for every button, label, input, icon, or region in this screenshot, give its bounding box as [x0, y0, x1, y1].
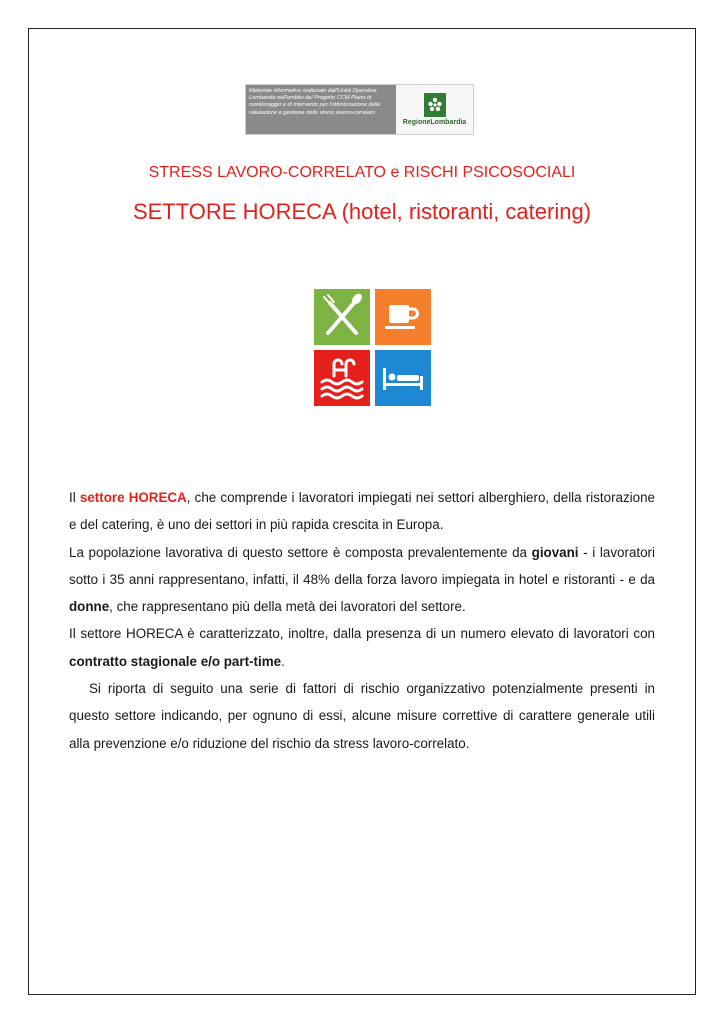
bold-giovani: giovani [531, 544, 579, 560]
restaurant-tile [314, 289, 370, 345]
body-text [69, 484, 655, 757]
coffee-cup-icon [375, 289, 431, 345]
horeca-icon-grid [314, 289, 431, 406]
document-subtitle: STRESS LAVORO-CORRELATO e RISCHI PSICOSOCIALI [148, 164, 576, 181]
restaurant-icon [314, 289, 370, 345]
regione-lombardia-logo-icon [424, 93, 446, 117]
bed-icon [375, 350, 431, 406]
paragraph-risk-factors: Si riporta di seguito una serie di fattori di rischio organizzativo potenzialmente presenti in questo settore indicando, per ognuno di essi, alcune misure correttive di carattere generale utili alla prevenzione e/o riduzione del rischio da stress lavoro-correlato. [69, 681, 655, 751]
region-logo [396, 85, 473, 134]
bold-donne: donne [69, 599, 110, 615]
text-run: . [281, 653, 285, 669]
coffee-tile [375, 289, 431, 345]
bold-contratto: contratto stagionale e/o part-time [69, 653, 282, 669]
text-run: - i lavoratori sotto i 35 anni rappresentano, infatti, il 48% della forza lavoro impiegata in hotel e ristoranti - e da [69, 544, 655, 587]
pool-icon [314, 350, 370, 406]
bed-tile [375, 350, 431, 406]
paragraph-intro [69, 484, 655, 539]
text-run: , che comprende i lavoratori impiegati nei settori alberghiero, della ristorazione e del catering, è uno dei settori in più rapida crescita in Europa. [69, 490, 655, 533]
paragraph-contracts [69, 620, 655, 675]
pool-tile [314, 350, 370, 406]
banner-text: Materiale informativo realizzato dall'Unità Operativa Lombardia nell'ambito del Progetto CCM Piano di monitoraggio e di intervento per l'ottimizzazione della valutazione e gestione dello stress lavoro-correlato [246, 85, 396, 134]
paragraph-population [69, 539, 655, 621]
logo-name: RegioneLombardia [402, 119, 467, 126]
text-run: La popolazione lavorativa di questo settore è composta prevalentemente da [69, 544, 532, 560]
text-run: Il [69, 490, 80, 505]
text-run: , che rappresentano più della metà dei lavoratori del settore. [109, 599, 466, 615]
project-banner [245, 84, 474, 135]
document-title: SETTORE HORECA (hotel, ristoranti, catering) [132, 199, 592, 224]
text-run: Il settore HORECA è caratterizzato, inoltre, dalla presenza di un numero elevato di lavoratori con [69, 626, 655, 642]
highlight-settore-horeca: settore HORECA [79, 490, 187, 505]
